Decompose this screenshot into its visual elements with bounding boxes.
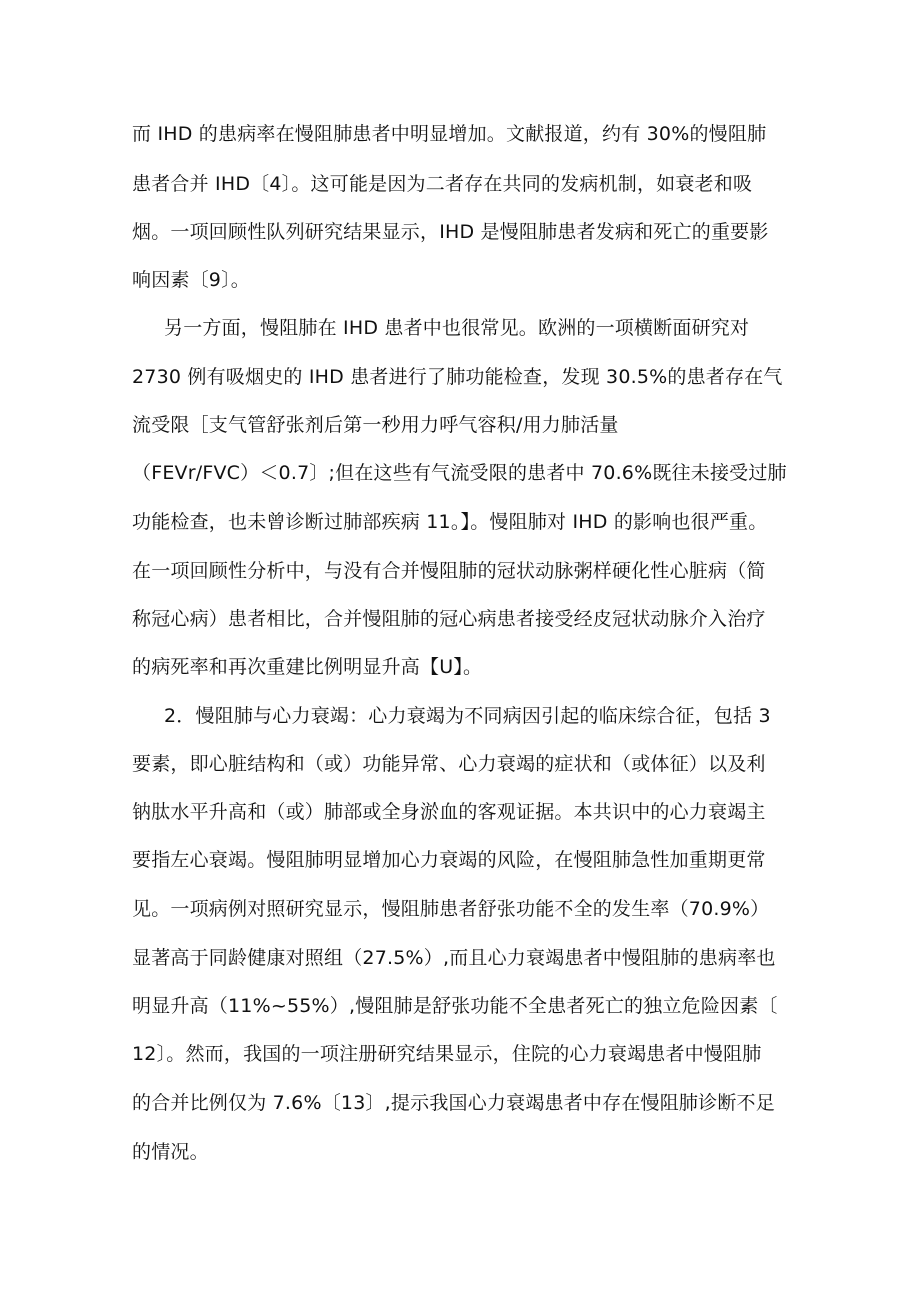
text-line: 功能检查，也未曾诊断过肺部疾病 11。】。慢阻肺对 IHD 的影响也很严重。 — [132, 511, 768, 533]
text-line: 2730 例有吸烟史的 IHD 患者进行了肺功能检查，发现 30.5%的患者存在气 — [132, 366, 783, 388]
text-line: 钠肽水平升高和（或）肺部或全身淤血的客观证据。本共识中的心力衰竭主 — [132, 801, 766, 823]
text-line: 称冠心病）患者相比，合并慢阻肺的冠心病患者接受经皮冠状动脉介入治疗 — [132, 608, 766, 630]
text-line: 显著高于同龄健康对照组（27.5%）,而且心力衰竭患者中慢阻肺的患病率也 — [132, 947, 776, 969]
text-line: 在一项回顾性分析中，与没有合并慢阻肺的冠状动脉粥样硬化性心脏病（简 — [132, 560, 766, 582]
text-line: （FEVr/FVC）＜0.7〕;但在这些有气流受限的患者中 70.6%既往未接受过肺 — [132, 462, 787, 484]
text-line: 要素，即心脏结构和（或）功能异常、心力衰竭的症状和（或体征）以及利 — [132, 753, 766, 775]
text-line: 的病死率和再次重建比例明显升高【U】。 — [132, 656, 483, 678]
text-line: 另一方面，慢阻肺在 IHD 患者中也很常见。欧洲的一项横断面研究对 — [164, 317, 750, 339]
text-line: 患者合并 IHD〔4〕。这可能是因为二者存在共同的发病机制，如衰老和吸 — [132, 173, 753, 195]
text-line: 的情况。 — [132, 1141, 209, 1163]
text-line: 见。一项病例对照研究显示，慢阻肺患者舒张功能不全的发生率（70.9%） — [132, 898, 770, 920]
text-line: 响因素〔9〕。 — [132, 269, 250, 291]
text-line: 2．慢阻肺与心力衰竭：心力衰竭为不同病因引起的临床综合征，包括 3 — [164, 705, 771, 727]
text-line: 流受限［支气管舒张剂后第一秒用力呼气容积/用力肺活量 — [132, 414, 619, 436]
text-line: 烟。一项回顾性队列研究结果显示，IHD 是慢阻肺患者发病和死亡的重要影 — [132, 221, 769, 243]
text-line: 12〕。然而，我国的一项注册研究结果显示，住院的心力衰竭患者中慢阻肺 — [132, 1043, 762, 1065]
text-line: 的合并比例仅为 7.6%〔13〕,提示我国心力衰竭患者中存在慢阻肺诊断不足 — [132, 1092, 775, 1114]
text-line: 要指左心衰竭。慢阻肺明显增加心力衰竭的风险，在慢阻肺急性加重期更常 — [132, 849, 766, 871]
text-line: 而 IHD 的患病率在慢阻肺患者中明显增加。文献报道，约有 30%的慢阻肺 — [132, 123, 767, 145]
text-line: 明显升高（11%~55%）,慢阻肺是舒张功能不全患者死亡的独立危险因素〔 — [132, 995, 778, 1017]
